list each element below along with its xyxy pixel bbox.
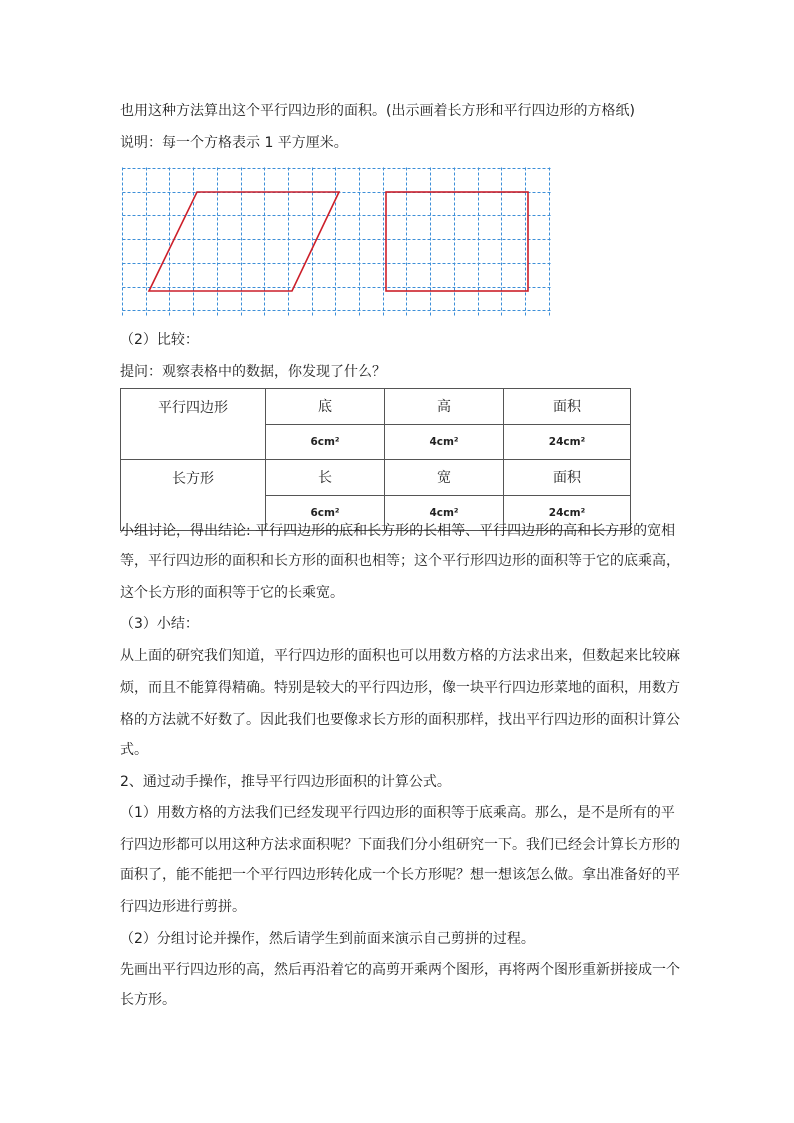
summary-line: 从上面的研究我们知道，平行四边形的面积也可以用数方格的方法求出来，但数起来比较麻 [120,648,680,664]
header-cell: 面积 [504,389,631,425]
shape-name-cell: 长方形 [121,460,266,531]
section2-label: （2）比较： [120,332,199,348]
note-line: 说明：每一个方格表示 1 平方厘米。 [120,135,348,151]
comparison-table [120,388,631,531]
summary-line: 式。 [120,742,148,758]
table-row [121,389,631,425]
rectangle-shape [386,192,528,291]
intro-line: 也用这种方法算出这个平行四边形的面积。(出示画着长方形和平行四边形的方格纸) [120,103,635,119]
value-cell: 4cm² [385,495,504,531]
value-cell: 6cm² [266,424,385,460]
value-cell: 6cm² [266,495,385,531]
conclusion-line: 等，平行四边形的面积和长方形的面积也相等；这个平行形四边形的面积等于它的底乘高， [120,553,680,569]
header-cell: 底 [266,389,385,425]
question-line: 提问：观察表格中的数据，你发现了什么？ [120,364,386,380]
step1-line: 行四边形都可以用这种方法求面积呢？下面我们分小组研究一下。我们已经会计算长方形的 [120,837,680,853]
header-cell: 面积 [504,460,631,496]
grid-figure [122,167,554,319]
shape-name-cell: 平行四边形 [121,389,266,460]
header-cell: 高 [385,389,504,425]
final-line: 先画出平行四边形的高，然后再沿着它的高剪开乘两个图形，再将两个图形重新拼接成一个 [120,962,680,978]
value-cell: 24cm² [504,495,631,531]
summary-line: 烦，而且不能算得精确。特别是较大的平行四边形，像一块平行四边形菜地的面积，用数方 [120,680,680,696]
summary-line: 格的方法就不好数了。因此我们也要像求长方形的面积那样，找出平行四边形的面积计算公 [120,712,680,728]
step1-line: 行四边形进行剪拼。 [120,899,246,915]
parallelogram-shape [149,192,339,291]
step1-line: （1）用数方格的方法我们已经发现平行四边形的面积等于底乘高。那么，是不是所有的平 [120,805,675,821]
value-cell: 4cm² [385,424,504,460]
table-row [121,460,631,496]
final-line: 长方形。 [120,992,176,1008]
value-cell: 24cm² [504,424,631,460]
part2-title: 2、通过动手操作，推导平行四边形面积的计算公式。 [120,774,451,790]
step2-line: （2）分组讨论并操作，然后请学生到前面来演示自己剪拼的过程。 [120,931,535,947]
section3-label: （3）小结： [120,616,199,632]
header-cell: 宽 [385,460,504,496]
conclusion-line: 这个长方形的面积等于它的长乘宽。 [120,585,344,601]
header-cell: 长 [266,460,385,496]
conclusion-line: 小组讨论，得出结论: 平行四边形的底和长方形的长相等、平行四边形的高和长方形的宽相 [120,523,676,539]
step1-line: 面积了，能不能把一个平行四边形转化成一个长方形呢？想一想该怎么做。拿出准备好的平 [120,867,680,883]
